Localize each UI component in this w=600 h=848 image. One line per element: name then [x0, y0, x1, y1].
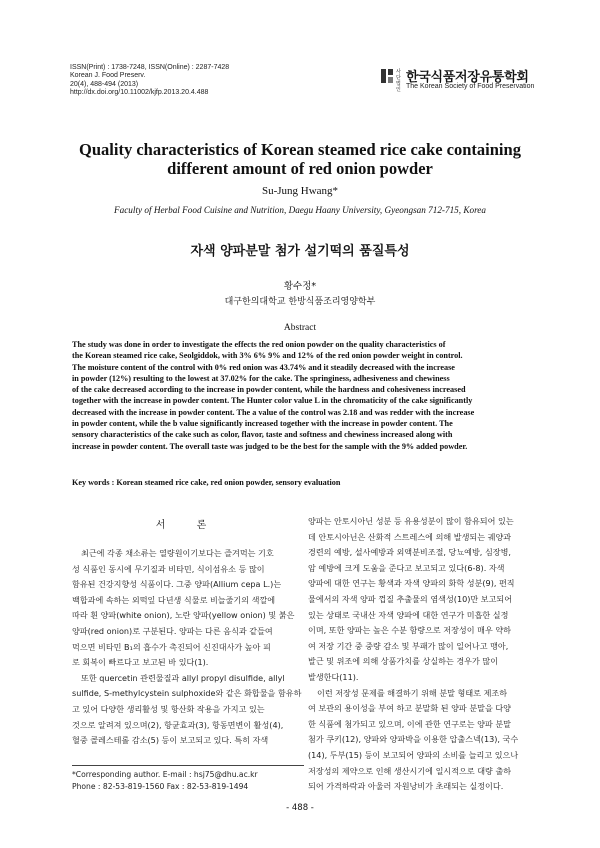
author-en: Su-Jung Hwang* [261, 185, 339, 197]
affiliation-en: Faculty of Herbal Food Cuisine and Nutrition, Daegu Haany University, Gyeongsan 712-715, Korea [114, 205, 486, 215]
body-line: 경련의 예방, 설사예방과 외액분비조절, 당뇨예방, 심장병, [308, 547, 511, 558]
author-kr: 황수정* [283, 281, 317, 292]
body-line: 데 안토시아닌은 산화적 스트레스에 의해 발생되는 궤양과 [308, 531, 512, 542]
body-line: sulfide, S-methylcystein sulphoxide와 같은 화합물을 함유하 [72, 688, 302, 699]
body-line: 백합과에 속하는 외떡잎 다년생 식물로 비늘줄기의 색깔에 [72, 594, 276, 605]
abstract-line: decreased with the increase in powder content. The a value of the control was 2.18 and was redder with the increase [72, 407, 475, 417]
abstract-line: The moisture content of the control with 0% red onion was 43.74% and it steadily decreased with the increase [72, 362, 455, 372]
body-line: 이며, 또한 양파는 높은 수분 함량으로 저장성이 매우 약하 [308, 625, 511, 636]
body-line: 최근에 각종 채소류는 열량원이기보다는 즐겨먹는 기호 [81, 548, 274, 558]
body-line: 따라 흰 양파(white onion), 노란 양파(yellow onion) 및 붉은 [72, 610, 295, 621]
body-line: 혈중 콜레스테롤 감소(5) 등이 보고되고 있다. 특히 자색 [72, 735, 269, 746]
body-line: 저장성의 제약으로 인해 생산시기에 일시적으로 대량 출하 [308, 765, 512, 776]
abstract-heading: Abstract [283, 323, 317, 333]
doi-link[interactable]: http://dx.doi.org/10.11002/kjfp.2013.20.4.488 [70, 89, 209, 97]
left-column [72, 546, 304, 749]
society-logo [380, 64, 550, 96]
title-kr: 자색 양파분말 첨가 설기떡의 품질특성 [190, 244, 410, 259]
volume-line: 20(4), 488-494 (2013) [70, 80, 139, 88]
body-line: 한 식품에 첨가되고 있으며, 이에 관한 연구로는 양파 분말 [308, 718, 511, 729]
abstract-line: in powder (12%) resulting to the lowest at 37.02% for the cake. The springiness, adhesiveness and chewiness [72, 373, 450, 383]
body-line: 것으로 알려져 있으며(2), 항균효과(3), 항동면변이 활성(4), [72, 719, 284, 730]
body-line: 먹으면 비타민 B₁의 흡수가 촉진되어 신진대사가 높아 피 [72, 641, 271, 652]
footnote [72, 769, 258, 793]
footnote-divider [72, 765, 304, 766]
body-line: 있는 상태로 국내산 자색 양파에 대한 연구가 미흡한 실정 [308, 609, 509, 620]
body-line: 암 예방에 크게 도움을 준다고 보고되고 있다(6-8). 자색 [308, 562, 505, 573]
journal-name: Korean J. Food Preserv. [70, 72, 146, 80]
right-column [308, 514, 540, 795]
abstract-line: together with the increase in powder content. The Hunter color value L in the chromaticity of the cake significantly [72, 396, 473, 406]
body-line: 함유된 건강지향성 식품이다. 그중 양파(Allium cepa L.)는 [72, 579, 282, 590]
phone-fax: Phone : 82-53-819-1560 Fax : 82-53-819-1494 [72, 782, 249, 791]
body-line: 성 식품인 동시에 무기질과 비타민, 식이섬유소 등 많이 [72, 563, 265, 574]
body-line: 양파(red onion)로 구분된다. 양파는 다른 음식과 같들여 [72, 625, 273, 636]
body-line: 고 있어 다양한 생리활성 및 항산화 작용을 가지고 있는 [72, 703, 265, 714]
abstract-line: the Korean steamed rice cake, Seolgiddok, with 3% 6% 9% and 12% of the red onion powder weight in control. [72, 351, 463, 361]
abstract-line: in powder content, while the b value significantly increased together with the increase in powder content. The [72, 419, 453, 429]
keywords: Key words : Korean steamed rice cake, red onion powder, sensory evaluation [72, 478, 341, 487]
logo-corporation-label: 사단법인 [396, 69, 401, 93]
body-line: 로 회복이 빠르다고 보고된 바 있다(1). [72, 657, 209, 668]
abstract-line: The study was done in order to investigate the effects the red onion powder on the quality characteristics of [72, 340, 446, 349]
body-line: 양파에 대한 연구는 황색과 자색 양파의 화학 성분(9), 편직 [308, 578, 515, 589]
title-en-line-2: different amount of red onion powder [167, 159, 433, 178]
body-line: 여 저장 기간 중 중량 감소 및 부패가 많이 일어나고 맹아, [308, 640, 509, 651]
body-line: 발근 및 위조에 의해 상품가치를 상실하는 경우가 많이 [308, 656, 499, 667]
body-line: 되어 가격하락과 아울러 자원낭비가 초래되는 실정이다. [308, 781, 504, 792]
abstract-line: of the cake decreased according to the increase in powder content, while the hardness and cohesiveness increased [72, 385, 466, 395]
society-emblem-icon [380, 68, 394, 84]
body-line: 이런 저장성 문제를 해결하기 위해 분말 형태로 제조하 [317, 687, 508, 698]
body-line: 첨가 쿠키(12), 양파와 양파박을 이용한 압출스넥(13), 국수 [308, 734, 519, 745]
affiliation-kr: 대구한의대학교 한방식품조리영양학부 [224, 297, 376, 307]
issn-line: ISSN(Print) : 1738-7248, ISSN(Online) : 2287-7428 [70, 64, 230, 71]
section-heading-introduction: 서 론 [155, 520, 221, 531]
body-line: 또한 quercetin 관련물질과 allyl propyl disulfide, allyl [81, 672, 285, 683]
abstract-body [72, 339, 532, 452]
logo-korean-name: 한국식품저장유통학회 [406, 70, 529, 85]
body-line: 여 보관의 용이성을 부여 하고 분말화 된 양파 분말을 다양 [308, 703, 511, 714]
body-line: 물에서의 자색 양파 껍질 추출물의 염색성(10)만 보고되어 [308, 593, 513, 604]
title-en-line-1: Quality characteristics of Korean steamed rice cake containing [79, 140, 521, 159]
abstract-line: increase in powder content. The overall taste was judged to be the best for the sample with the 9% added powder. [72, 441, 468, 451]
abstract-line: sensory characteristics of the cake such as color, flavor, taste and softness and chewiness increased along with [72, 430, 453, 440]
logo-english-name: The Korean Society of Food Preservation [406, 83, 535, 90]
body-line: 발생한다(11). [308, 671, 359, 682]
body-line: 양파는 안토시아닌 성분 등 유용성분이 많이 함유되어 있는 [308, 516, 514, 526]
page-number: - 488 - [286, 803, 314, 813]
body-line: (14), 두부(15) 등이 보고되어 양파의 소비를 늘리고 있으나 [308, 749, 519, 760]
corresponding-author: *Corresponding author. E-mail : hsj75@dhu.ac.kr [72, 770, 258, 779]
journal-metadata [70, 64, 229, 98]
